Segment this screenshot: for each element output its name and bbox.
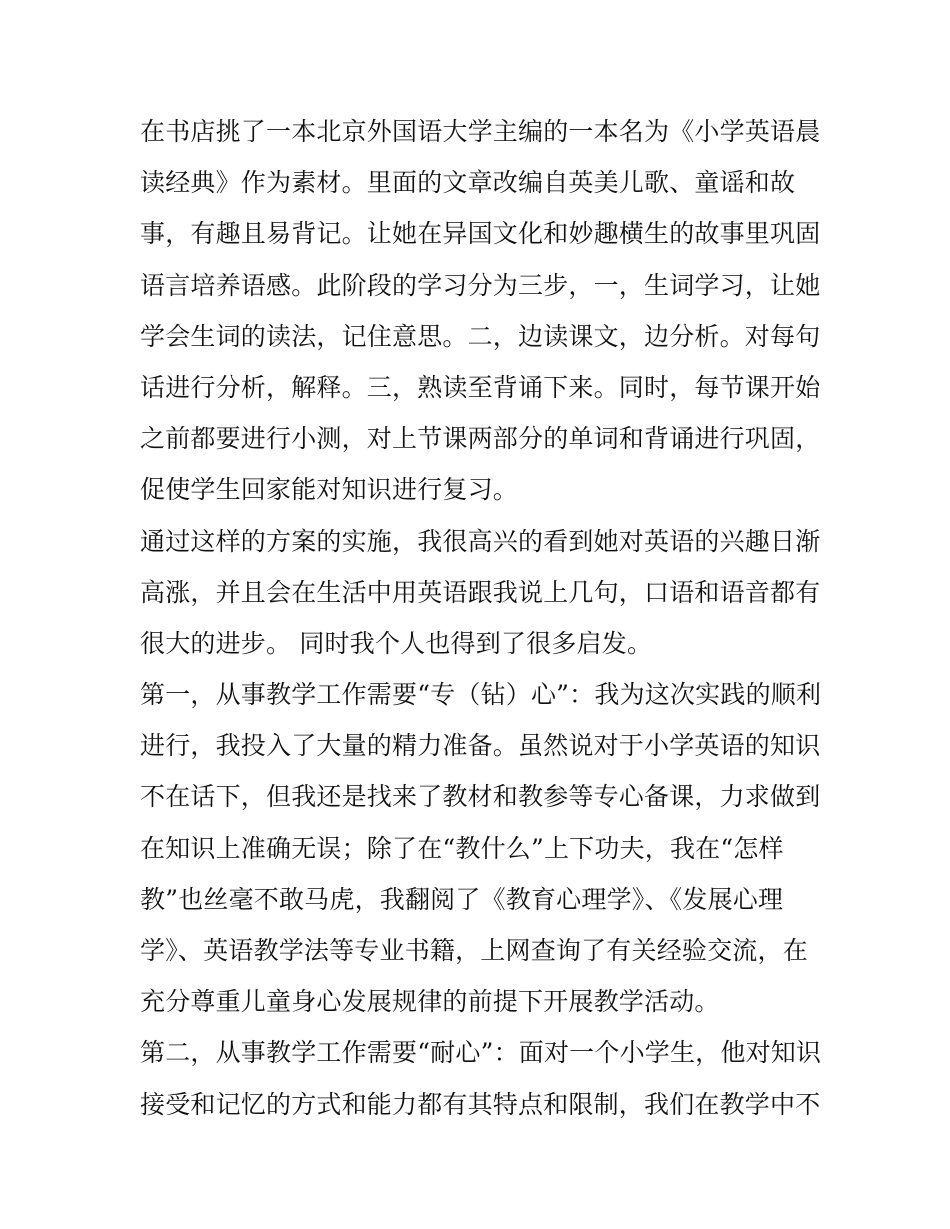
text-line: 学》、英语教学法等专业书籍，上网查询了有关经验交流，在	[140, 936, 808, 965]
text-line: 教”也丝毫不敢马虎，我翻阅了《教育心理学》、《发展心理	[140, 884, 784, 914]
text-line: 语言培养语感。此阶段的学习分为三步，一，生词学习，让她	[140, 270, 821, 300]
text-line: 第一，从事教学工作需要“专（钻）心”：我为这次实践的顺利	[140, 680, 822, 710]
text-line: 学会生词的读法，记住意思。二，边读课文，边分析。对每句	[140, 321, 821, 351]
text-line: 高涨，并且会在生活中用英语跟我说上几句，口语和语音都有	[140, 577, 821, 607]
text-line: 在知识上准确无误；除了在“教什么”上下功夫，我在“怎样	[140, 833, 784, 863]
text-line: 话进行分析，解释。三，熟读至背诵下来。同时，每节课开始	[140, 372, 821, 402]
text-line: 事，有趣且易背记。让她在异国文化和妙趣横生的故事里巩固	[140, 219, 821, 249]
text-line: 促使学生回家能对知识进行复习。	[140, 475, 519, 505]
text-line: 接受和记忆的方式和能力都有其特点和限制，我们在教学中不	[140, 1089, 821, 1119]
text-line: 很大的进步。 同时我个人也得到了很多启发。	[140, 628, 653, 658]
text-line: 不在话下，但我还是找来了教材和教参等专心备课，力求做到	[140, 782, 821, 812]
text-line: 进行，我投入了大量的精力准备。虽然说对于小学英语的知识	[140, 731, 821, 761]
document-body	[140, 106, 822, 1130]
text-line: 充分尊重儿童身心发展规律的前提下开展教学活动。	[140, 987, 720, 1017]
text-line: 通过这样的方案的实施，我很高兴的看到她对英语的兴趣日渐	[140, 526, 821, 556]
text-line: 第二，从事教学工作需要“耐心”：面对一个小学生，他对知识	[140, 1038, 822, 1068]
text-line: 之前都要进行小测，对上节课两部分的单词和背诵进行巩固，	[140, 424, 821, 454]
text-line: 读经典》作为素材。里面的文章改编自英美儿歌、童谣和故	[140, 168, 796, 198]
text-line: 在书店挑了一本北京外国语大学主编的一本名为《小学英语晨	[140, 117, 821, 146]
